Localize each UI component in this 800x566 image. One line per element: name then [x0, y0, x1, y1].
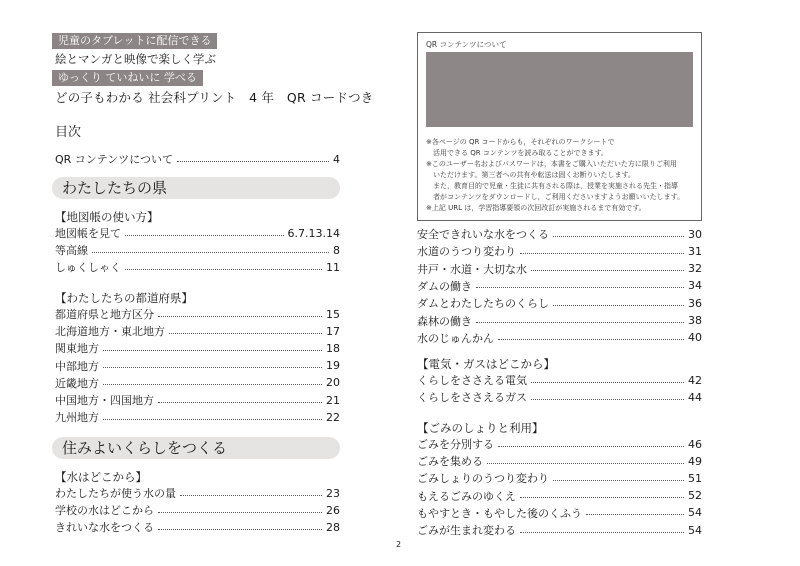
promo-band-1: 児童のタブレットに配信できる	[52, 33, 217, 49]
toc-row-page: 18	[326, 341, 340, 355]
toc-row-label: 近畿地方	[55, 376, 99, 390]
toc-row-label: 中部地方	[55, 359, 99, 373]
toc-row[interactable]	[55, 358, 340, 374]
leader-dots	[180, 495, 322, 496]
qr-note-line: いただけます。第三者への共有や転送は固くお断りいたします。	[426, 171, 635, 179]
toc-row[interactable]	[55, 375, 340, 391]
toc-row-label: しゅくしゃく	[55, 261, 121, 274]
leader-dots	[103, 367, 322, 368]
toc-row-page: 28	[326, 520, 340, 534]
toc-row-page: 21	[326, 393, 340, 407]
toc-row-label: ごみしょりのうつり変わり	[417, 472, 549, 486]
leader-dots	[586, 514, 684, 515]
toc-row-label: 井戸・水道・大切な水	[417, 262, 527, 276]
toc-row[interactable]	[55, 340, 340, 356]
toc-row[interactable]	[417, 295, 702, 311]
toc-row-label: きれいな水をつくる	[55, 521, 154, 534]
qr-notes	[426, 137, 698, 214]
toc-row[interactable]	[55, 259, 340, 275]
leader-dots	[553, 236, 684, 237]
toc-row-label: 都道府県と地方区分	[55, 308, 154, 321]
leader-dots	[158, 402, 322, 403]
leader-dots	[169, 333, 322, 334]
toc-row[interactable]	[55, 392, 340, 408]
leader-dots	[103, 384, 322, 385]
toc-row-label: 水のじゅんかん	[417, 331, 494, 345]
toc-row[interactable]	[55, 306, 340, 322]
toc-row-label: 安全できれいな水をつくる	[417, 228, 549, 241]
toc-row-page: 34	[688, 279, 702, 293]
toc-row-label: 森林の働き	[417, 314, 472, 328]
toc-row-label: くらしをささえるガス	[417, 391, 527, 404]
toc-row-label: ダムとわたしたちのくらし	[417, 297, 549, 311]
leader-dots	[158, 529, 322, 530]
leader-dots	[487, 463, 684, 464]
toc-row-label: 関東地方	[55, 342, 99, 356]
qr-note-line: ※このユーザー名およびパスワードは，本書をご購入いただいた方に限りご利用	[426, 160, 677, 168]
subtitle-line: 絵とマンガと映像で楽しく学ぶ	[55, 52, 216, 66]
toc-row[interactable]	[417, 505, 702, 521]
leader-dots	[553, 305, 684, 306]
toc-row-page: 40	[688, 331, 702, 345]
toc-row-page: 31	[688, 244, 702, 258]
section-bar-prefecture: わたしたちの県	[52, 177, 340, 199]
leader-dots	[531, 399, 684, 400]
toc-row-page: 49	[688, 454, 702, 468]
category-electricity: 【電気・ガスはどこから】	[417, 357, 555, 371]
toc-row-page: 51	[688, 471, 702, 485]
toc-row-page: 26	[326, 503, 340, 517]
toc-row[interactable]	[55, 225, 340, 241]
toc-row[interactable]	[417, 243, 702, 259]
toc-row-label: くらしをささえる電気	[417, 374, 527, 387]
leader-dots	[520, 497, 684, 498]
toc-row[interactable]	[417, 372, 702, 388]
leader-dots	[498, 446, 684, 447]
toc-row-qr[interactable]	[55, 151, 340, 167]
toc-row-page: 38	[688, 314, 702, 327]
toc-row-page: 11	[326, 260, 340, 274]
toc-row[interactable]	[417, 522, 702, 538]
toc-row-label: 地図帳を見て	[55, 227, 121, 240]
toc-row-page: 52	[688, 489, 702, 503]
toc-row[interactable]	[417, 389, 702, 405]
toc-row-page: 42	[688, 373, 702, 387]
toc-row[interactable]	[417, 453, 702, 469]
toc-row[interactable]	[417, 226, 702, 242]
toc-row-page: 17	[326, 324, 340, 338]
toc-row-label: わたしたちが使う水の量	[55, 487, 176, 500]
toc-row-page: 6.7.13.14	[287, 226, 340, 240]
leader-dots	[520, 253, 684, 254]
toc-row[interactable]	[55, 502, 340, 518]
toc-row[interactable]	[55, 519, 340, 535]
leader-dots	[531, 270, 684, 271]
toc-heading: 目次	[55, 125, 82, 140]
toc-row[interactable]	[417, 470, 702, 486]
leader-dots	[125, 235, 284, 236]
toc-row-label: 水道のうつり変わり	[417, 245, 516, 259]
category-map: 【地図帳の使い方】	[55, 210, 159, 224]
leader-dots	[158, 316, 322, 317]
qr-note-line: ※各ページの QR コードからも，それぞれのワークシートで	[426, 138, 615, 146]
toc-row-label: ダムの働き	[417, 279, 472, 293]
toc-row-page: 15	[326, 307, 340, 321]
leader-dots	[92, 252, 329, 253]
category-water: 【水はどこから】	[55, 470, 147, 484]
leader-dots	[553, 480, 684, 481]
toc-row-label: 等高線	[55, 244, 88, 257]
page-number: 2	[396, 540, 402, 549]
leader-dots	[177, 161, 329, 162]
toc-row-page: 22	[326, 410, 340, 424]
toc-row-label: もえるごみのゆくえ	[417, 489, 516, 503]
leader-dots	[498, 339, 684, 340]
toc-row-page: 36	[688, 296, 702, 310]
toc-row-page: 44	[688, 390, 702, 404]
toc-row[interactable]	[417, 261, 702, 277]
qr-credentials-placeholder	[426, 52, 693, 127]
toc-row-page: 54	[688, 506, 702, 520]
toc-row[interactable]	[417, 330, 702, 346]
section-bar-living: 住みよいくらしをつくる	[52, 437, 340, 459]
leader-dots	[476, 287, 684, 288]
toc-row-label: ごみを集める	[417, 455, 483, 469]
toc-row[interactable]	[55, 409, 340, 425]
leader-dots	[158, 512, 322, 513]
leader-dots	[103, 419, 322, 420]
qr-note-line: 活用できる QR コンテンツを読み取ることができます。	[426, 149, 608, 157]
promo-band-2: ゆっくり ていねいに 学べる	[52, 70, 203, 86]
toc-row[interactable]	[417, 488, 702, 504]
toc-row-label: 九州地方	[55, 411, 99, 425]
leader-dots	[476, 322, 684, 323]
toc-row[interactable]	[55, 242, 340, 258]
qr-note-line: 者がコンテンツをダウンロードし，ご利用くださいますようお願いいたします。	[426, 193, 685, 201]
toc-row-page: 23	[326, 486, 340, 500]
qr-note-line: ※上記 URL は，学習指導要領の次回改訂が実施されるまで有効です。	[426, 204, 646, 212]
toc-row-label: 北海道地方・東北地方	[55, 325, 165, 339]
category-prefectures: 【わたしたちの都道府県】	[55, 291, 193, 305]
toc-row-page: 19	[326, 359, 340, 373]
leader-dots	[520, 532, 684, 533]
toc-row-label: 中国地方・四国地方	[55, 394, 154, 407]
toc-row-label: ごみを分別する	[417, 438, 494, 451]
toc-row[interactable]	[417, 278, 702, 294]
qr-note-line: また，教育目的で児童・生徒に共有される際は，授業を実施される先生・指導	[426, 182, 678, 190]
toc-row-page: 32	[688, 262, 702, 276]
qr-box-title: QR コンテンツについて	[426, 40, 507, 49]
leader-dots	[125, 269, 322, 270]
toc-row-page: 54	[688, 523, 702, 537]
toc-row-page: 20	[326, 376, 340, 390]
toc-row-label: もやすとき・もやした後のくふう	[417, 506, 582, 520]
book-title: どの子もわかる 社会科プリント 4 年 QR コードつき	[55, 90, 374, 105]
toc-row-label: ごみが生まれ変わる	[417, 524, 516, 537]
toc-row-page: 30	[688, 227, 702, 241]
qr-content-box	[417, 32, 702, 221]
toc-row[interactable]	[55, 485, 340, 501]
toc-row-page: 46	[688, 437, 702, 451]
toc-row-page: 8	[333, 243, 340, 257]
leader-dots	[103, 350, 322, 351]
category-trash: 【ごみのしょりと利用】	[417, 421, 544, 435]
leader-dots	[531, 382, 684, 383]
toc-row-page: 4	[333, 152, 340, 166]
toc-row[interactable]	[55, 323, 340, 339]
toc-row-label: QR コンテンツについて	[55, 153, 174, 166]
toc-row[interactable]	[417, 313, 702, 329]
toc-row-label: 学校の水はどこから	[55, 504, 154, 517]
toc-row[interactable]	[417, 436, 702, 452]
